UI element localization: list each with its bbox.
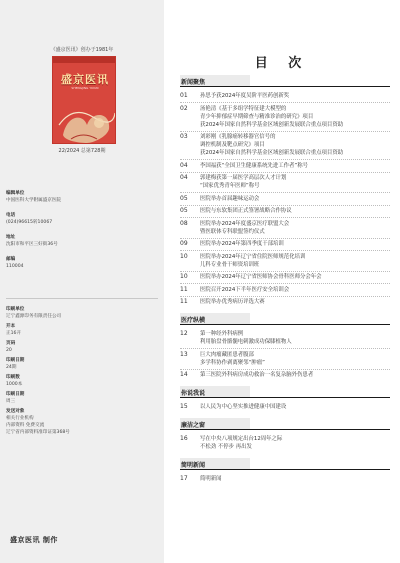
entry-title-line: 暨医联体专科联盟签约仪式 — [200, 228, 265, 235]
entry-divider — [180, 205, 390, 206]
info-label: 地址 — [6, 235, 16, 240]
entry-title — [200, 475, 390, 483]
section-header-rule — [180, 397, 390, 398]
page-number: 12 — [180, 330, 188, 337]
publisher-logo: 盛京医讯 制作 — [10, 536, 58, 544]
info-label: 发送对象 — [6, 409, 25, 414]
page-number: 01 — [180, 92, 188, 99]
entry-title-line: 多学科协作剥离聚邻“肿瘤” — [200, 359, 265, 366]
entry-title-line: 调控机制及靶点研究》项目 — [200, 142, 265, 148]
info-block — [6, 234, 156, 248]
page-number: 13 — [180, 350, 188, 358]
page-number: 15 — [180, 403, 188, 410]
section-name: 新闻聚焦 — [181, 79, 206, 86]
entry-divider — [180, 102, 390, 103]
entry-title — [200, 286, 390, 294]
page-number: 11 — [180, 298, 188, 305]
entry-title-line: 郭建梅获第一届医学高层次人才计划 — [200, 175, 287, 181]
entry-title-line: 利用胎盘骨骼髓电刺激成功保膝植物人 — [200, 339, 292, 345]
page-number: 17 — [180, 475, 188, 482]
info-block — [6, 357, 156, 371]
entry-divider — [180, 217, 390, 218]
entry-title-line: 第一种经外科病例 — [200, 331, 244, 337]
entry-title-line: 医院举办2024年度盛京医疗联盟大会 — [200, 220, 290, 227]
info-value: 辽宁鑫源印务有限责任公司 — [6, 314, 62, 319]
cover-top-bar — [53, 57, 116, 63]
entry-title — [200, 253, 390, 269]
entry-divider — [180, 172, 390, 173]
entry-title — [200, 240, 390, 248]
page-title: 目 次 — [254, 56, 310, 71]
entry-title — [200, 105, 390, 129]
entry-title — [200, 195, 390, 203]
entry-title-line: 医院举办2024年第四季度干部培训 — [200, 241, 284, 247]
entry-title-line: 获2024年国家自然科学基金区域创新发展联合重点项目资助 — [200, 150, 344, 156]
entry-title — [200, 174, 390, 190]
entry-title-line: 第三医院外科病房成功救治一名复杂脑外伤患者 — [200, 372, 314, 378]
entry-title-line: 医院召开2024下半年医疗安全培训会 — [200, 286, 290, 293]
entry-title-line: 医院与东软集团正式签署战略合作协议 — [200, 208, 292, 214]
entry-title-line: 李国福获“全国卫生健康系统先进工作者”称号 — [200, 162, 309, 169]
info-value: 沈阳市和平区三好街36号 — [6, 242, 58, 247]
entry-title-line: 医院举办2024年辽宁省住院医师规范化培训 — [200, 253, 306, 260]
sidebar — [0, 0, 164, 563]
entry-divider — [180, 250, 390, 251]
section-header — [180, 458, 390, 470]
section-name: 简明新闻 — [181, 462, 206, 469]
info-block — [6, 374, 156, 388]
section-header-rule — [180, 429, 390, 430]
entry-divider — [180, 192, 390, 193]
entry-title — [200, 133, 390, 157]
info-value: 1000本 — [6, 382, 23, 387]
page-number: 16 — [180, 435, 188, 442]
entry-title — [200, 371, 390, 379]
info-value: 辽宁省内部资料准印证第368号 — [6, 430, 70, 435]
entry-title-line: 医院举办优秀病历评选大赛 — [200, 299, 265, 305]
section-header-rule — [180, 86, 390, 87]
info-value: (024)96615转10067 — [6, 220, 53, 225]
info-value: 相关行业机构 — [6, 416, 34, 421]
entry-title — [200, 330, 390, 346]
entry-title — [200, 92, 390, 100]
entry-title — [200, 162, 390, 170]
entry-title-line: 医院举办2024年辽宁省医师协会骨科医师分会年会 — [200, 274, 322, 280]
entry-divider — [180, 296, 390, 297]
entry-title — [200, 273, 390, 281]
info-block — [6, 190, 156, 204]
page-number: 10 — [180, 273, 188, 280]
section-header — [180, 386, 390, 398]
entry-title — [200, 351, 390, 367]
info-block — [6, 256, 156, 270]
page-number: 10 — [180, 252, 188, 260]
founded-note: 《盛京医讯》创办于1981年 — [50, 47, 114, 53]
info-value: 中国医科大学附属盛京医院 — [6, 198, 62, 203]
info-label: 页码 — [6, 341, 16, 346]
info-label: 开本 — [6, 324, 16, 329]
entry-title-line: 儿科专业骨干师资培训班 — [200, 261, 260, 268]
info-block — [6, 212, 156, 226]
info-value: 24期 — [6, 365, 17, 370]
page-number: 02 — [180, 104, 188, 112]
page-number: 08 — [180, 219, 188, 227]
cover-title: 盛京医讯 — [61, 73, 109, 86]
entry-title-line: 不松劲 不停步 再出发 — [200, 444, 252, 450]
entry-title — [200, 220, 390, 236]
page-number: 03 — [180, 133, 188, 140]
page-number: 05 — [180, 207, 188, 214]
entry-divider — [180, 131, 390, 132]
info-block — [6, 323, 156, 337]
magazine-cover[interactable] — [52, 56, 116, 144]
entry-title — [200, 403, 390, 411]
info-label: 印刷数 — [6, 375, 20, 380]
entry-divider — [180, 271, 390, 272]
entry-title-line: 巨大肉瘤藏匿患者腹部 — [200, 351, 254, 358]
section-header-rule — [180, 324, 390, 325]
entry-title-line: 写在中央八项规定出台12周年之际 — [200, 436, 283, 442]
entry-divider — [180, 238, 390, 239]
page-number: 04 — [180, 161, 188, 169]
info-block — [6, 306, 156, 320]
info-label: 印刷单位 — [6, 307, 25, 312]
info-label: 印刷日期 — [6, 358, 25, 363]
section-name: 你说我说 — [181, 390, 206, 397]
info-label: 印刷日期 — [6, 392, 25, 397]
entry-title-line: 以人民为中心坚实推进健康中国建设 — [200, 404, 287, 410]
info-block — [6, 340, 156, 354]
entry-divider — [180, 369, 390, 370]
page-number: 11 — [180, 285, 188, 293]
entry-title-line: 刘彩刚《乳腺癌转移器官信号的 — [200, 134, 276, 140]
entry-title — [200, 298, 390, 306]
info-value: 20 — [6, 348, 12, 353]
section-header-rule — [180, 469, 390, 470]
editorial-info — [6, 190, 156, 278]
entry-title-line: “国家优秀青年医师”称号 — [200, 183, 260, 189]
print-info — [6, 306, 156, 439]
entry-title — [200, 207, 390, 215]
info-value: 周三 — [6, 399, 16, 404]
section-name: 医疗纵横 — [181, 317, 206, 324]
sidebar-divider — [6, 298, 158, 299]
issue-number: 22/2024 总第728期 — [58, 148, 106, 154]
entry-title-line: 医院举办首届趣味运动会 — [200, 195, 260, 202]
section-name: 廉洁之窗 — [181, 422, 206, 429]
section-header — [180, 313, 390, 325]
page-number: 14 — [180, 371, 188, 378]
info-value: 110004 — [6, 264, 24, 269]
entry-divider — [180, 348, 390, 349]
section-header — [180, 75, 390, 87]
info-label: 电话 — [6, 213, 16, 218]
entry-title-line: 汤艳清《基于多组学特征建大模型的 — [200, 105, 287, 112]
entry-divider — [180, 283, 390, 284]
entry-title-line: 简明新闻 — [200, 476, 222, 482]
info-block — [6, 408, 156, 436]
info-block — [6, 391, 156, 405]
info-label: 邮编 — [6, 257, 16, 262]
section-header — [180, 418, 390, 430]
entry-title — [200, 435, 390, 451]
info-value: 内部资料 免费交流 — [6, 423, 45, 428]
page-number: 09 — [180, 240, 188, 247]
cover-subtitle: SHENGJING YIXUN — [71, 86, 99, 90]
entry-title-line: 青少年抑郁症早期筛查与精准诊治的研究》项目 — [200, 113, 314, 120]
info-label: 编辑单位 — [6, 191, 25, 196]
info-value: 正16开 — [6, 331, 22, 336]
entry-title-line: 孙思予获2024年度吴阶平医药创新奖 — [200, 93, 290, 99]
entry-title-line: 获2024年国家自然科学基金区域创新发展联合重点项目资助 — [200, 121, 344, 128]
page-number: 04 — [180, 174, 188, 181]
entry-divider — [180, 159, 390, 160]
cover-heart-illustration — [53, 95, 116, 144]
page-number: 05 — [180, 194, 188, 202]
